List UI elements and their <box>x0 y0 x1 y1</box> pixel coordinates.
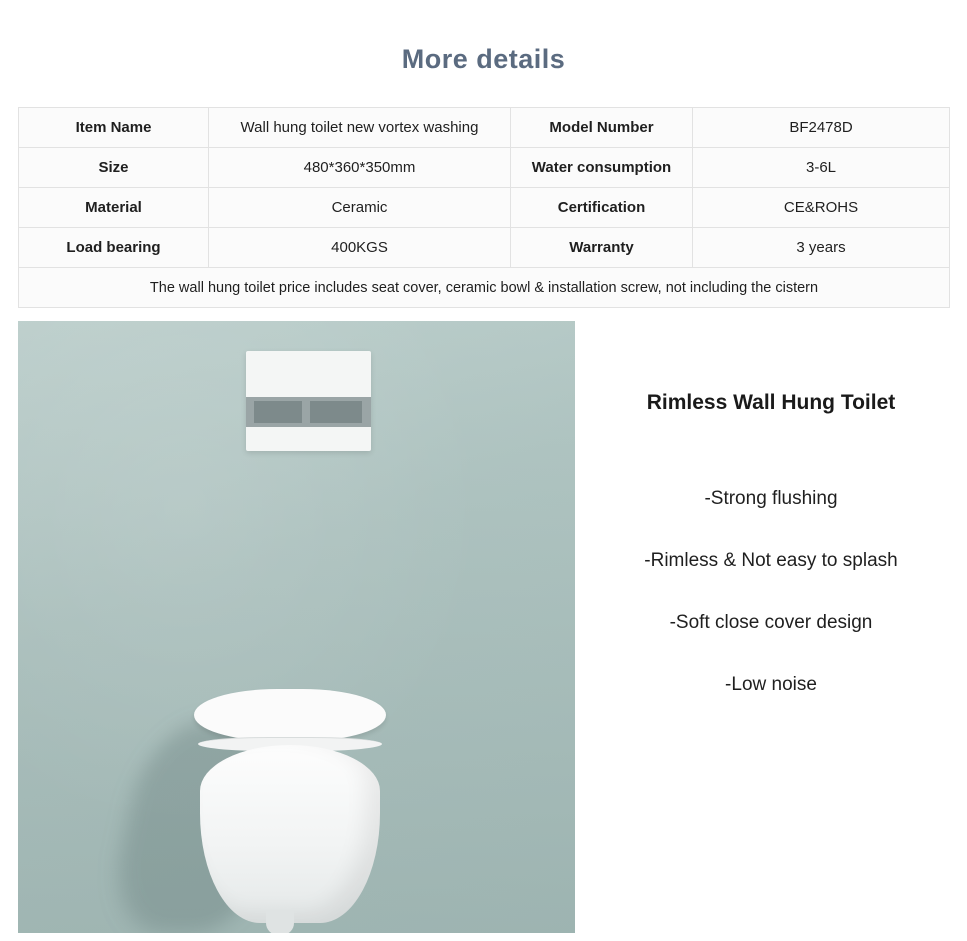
product-showcase <box>0 321 967 933</box>
product-title: Rimless Wall Hung Toilet <box>646 391 896 414</box>
feature-list-panel <box>575 321 967 933</box>
spec-label: Model Number <box>511 108 693 148</box>
spec-value: 3-6L <box>693 148 950 188</box>
list-item: -Strong flushing <box>704 488 838 509</box>
table-note-row <box>19 268 950 308</box>
table-row <box>19 228 950 268</box>
specifications-table <box>18 107 950 308</box>
list-item: -Rimless & Not easy to splash <box>644 550 898 571</box>
table-row <box>19 148 950 188</box>
page-title: More details <box>401 44 566 74</box>
spec-note: The wall hung toilet price includes seat cover, ceramic bowl & installation screw, not including the cistern <box>19 268 950 308</box>
spec-label: Load bearing <box>19 228 209 268</box>
spec-label: Certification <box>511 188 693 228</box>
toilet-drain <box>266 911 294 933</box>
spec-label: Item Name <box>19 108 209 148</box>
toilet-illustration <box>180 689 400 929</box>
toilet-lid <box>194 689 386 741</box>
feature-list <box>575 415 967 694</box>
spec-value: CE&ROHS <box>693 188 950 228</box>
spec-value: 3 years <box>693 228 950 268</box>
flush-button-half <box>254 401 302 423</box>
table-row <box>19 188 950 228</box>
spec-value: 480*360*350mm <box>209 148 511 188</box>
spec-label: Water consumption <box>511 148 693 188</box>
table-row <box>19 108 950 148</box>
spec-value: 400KGS <box>209 228 511 268</box>
spec-label: Material <box>19 188 209 228</box>
spec-value: Wall hung toilet new vortex washing <box>209 108 511 148</box>
toilet-bowl <box>200 745 380 923</box>
spec-value: BF2478D <box>693 108 950 148</box>
spec-value: Ceramic <box>209 188 511 228</box>
flush-plate-icon <box>246 351 371 451</box>
spec-label: Size <box>19 148 209 188</box>
list-item: -Low noise <box>725 674 817 695</box>
wall-hung-toilet-photo <box>18 321 575 933</box>
spec-table-container <box>18 107 949 308</box>
list-item: -Soft close cover design <box>669 612 873 633</box>
spec-label: Warranty <box>511 228 693 268</box>
flush-button-full <box>310 401 362 423</box>
